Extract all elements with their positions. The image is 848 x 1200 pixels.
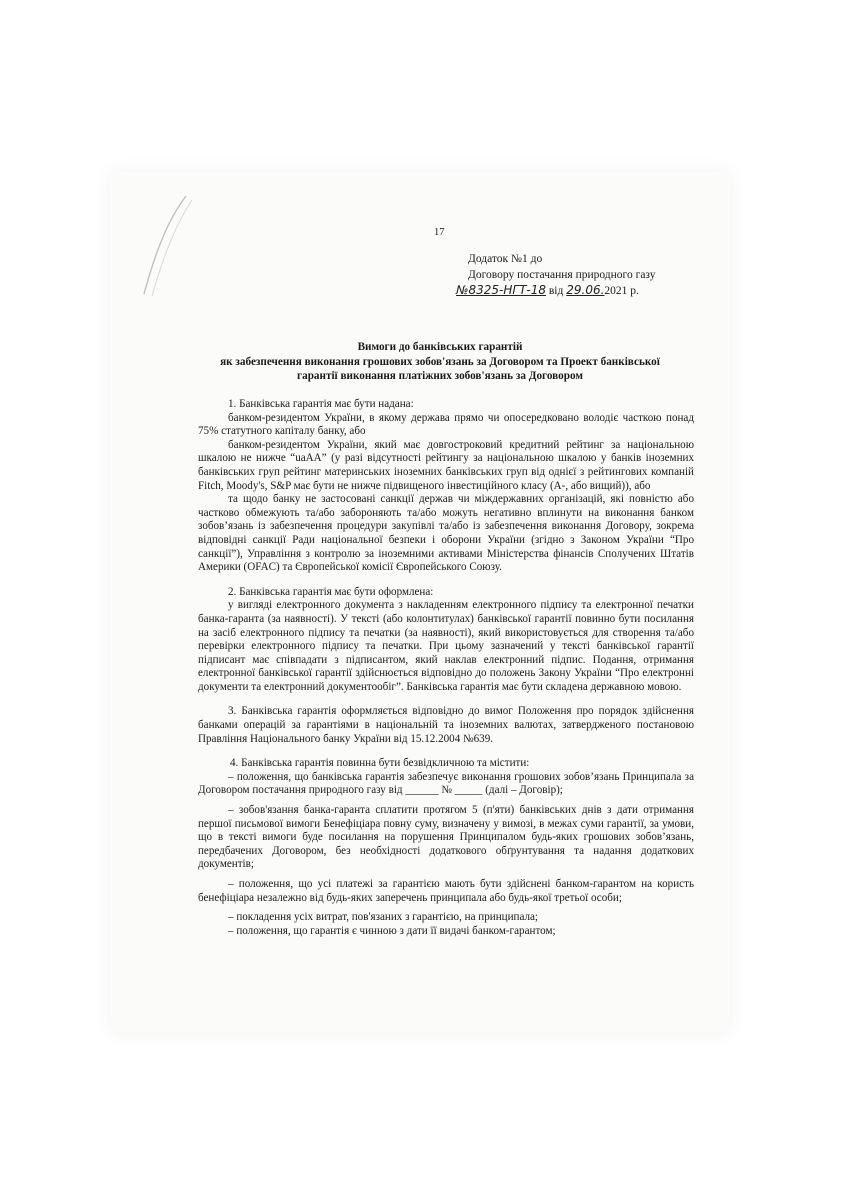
section-2-heading: 2. Банківська гарантія має бути оформлена: bbox=[228, 585, 434, 598]
page-number: 17 bbox=[434, 227, 445, 238]
section-1-paragraph-3: та щодо банку не застосовані санкції держав чи міждержавних організацій, які повністю або частково обмежують та/або забороняють та/або можуть негативно вплинути на виконання банком зобов’язань із забезпечення процедури закупівлі та/або із забезпечення виконання Договору, зокрема відповідні санкції Ради національної безпеки і оборони України (згідно з Законом України “Про санкції”), Управління з контролю за іноземними активами Міністерства фінансів Сполучених Штатів Америки (OFAC) та Європейської комісії Європейського Союзу. bbox=[198, 493, 694, 574]
section-4-item-4: – покладення усіх витрат, пов'язаних з гарантією, на принципала; bbox=[228, 911, 539, 924]
title-line-1: Вимоги до банківських гарантій bbox=[357, 341, 523, 353]
title-line-2: як забезпечення виконання грошових зобов'язань за Договором та Проект банківської bbox=[220, 355, 660, 368]
section-1-paragraph-2: банком-резидентом України, який має довгостроковий кредитний рейтинг за національною шкалою не нижче “uaAA” (у разі відсутності рейтингу за національною шкалою у банків іноземних банківських груп рейтинг материнських іноземних банківських груп від однієї з рейтингових компаній Fitch, Moody's, S&P має бути не нижче підвищеного інвестиційного класу (А-, або вищий)), або bbox=[198, 438, 694, 492]
contract-date: 29.06. bbox=[566, 283, 605, 297]
contract-reference bbox=[456, 283, 655, 300]
section-4-item-1: – положення, що банківська гарантія забезпечує виконання грошових зобов’язань Принципала за Договором постачання природного газу від ______ № _____ (далі – Договір); bbox=[198, 770, 694, 797]
section-4-item-2: – зобов'язання банка-гаранта сплатити протягом 5 (п'яти) банківських днів з дати отримання першої письмової вимоги Бенефіціара повну суму, визначену у вимозі, в межах суми гарантії, за умови, що в тексті вимоги буде посилання на порушення Принципалом будь-яких грошових зобов’язань, передбачених Договором, без необхідності додаткового обґрунтування та надання додаткових документів; bbox=[198, 804, 694, 871]
contract-number-prefix: № bbox=[456, 283, 469, 297]
contract-year: 2021 р. bbox=[604, 285, 639, 297]
date-prefix: від bbox=[548, 285, 564, 297]
section-4-item-3: – положення, що усі платежі за гарантією мають бути здійснені банком-гарантом на користь бенефіціара незалежно від будь-яких заперечень принципала або будь-якої третьої особи; bbox=[198, 878, 694, 904]
document-title bbox=[190, 340, 690, 384]
document-body bbox=[198, 398, 694, 938]
title-line-3: гарантії виконання платіжних зобов'язань за Договором bbox=[297, 370, 583, 383]
addendum-header bbox=[456, 252, 656, 300]
section-1-heading: 1. Банківська гарантія має бути надана: bbox=[228, 398, 414, 410]
section-2-paragraph-1: у вигляді електронного документа з накладенням електронного підпису та електронної печатки банка-гаранта (за наявності). У тексті (або колонтитулах) банківської гарантії повинно бути посилання на засіб електронного підпису та печатки (за наявності), який використовується для створення та/або перевірки електронного підпису та печатки. При цьому зазначений у тексті банківської гарантії підписант має співпадати з підписантом, який наклав електронний підпис. Подання, отримання електронної банківської гарантії здійснюється відповідно до положень Закону України “Про електронні документи та електронний документообіг”. Банківська гарантія має бути складена державною мовою. bbox=[198, 599, 694, 693]
addendum-line-2: Договору постачання природного газу bbox=[468, 268, 656, 281]
contract-number: 8325-НГТ-18 bbox=[468, 283, 546, 297]
section-3-paragraph-1: 3. Банківська гарантія оформляється відповідно до вимог Положення про порядок здійснення банками операцій за гарантіями в національній та іноземних валютах, затвердженого постановою Правління Національного банку України від 15.12.2004 №639. bbox=[198, 705, 694, 745]
section-1-paragraph-1: банком-резидентом України, в якому держава прямо чи опосередковано володіє часткою понад 75% статутного капіталу банку, або bbox=[198, 411, 694, 438]
section-4-heading: 4. Банківська гарантія повинна бути безвідкличною та містити: bbox=[230, 757, 530, 770]
section-4-item-5: – положення, що гарантія є чинною з дати її видачі банком-гарантом; bbox=[228, 924, 556, 937]
addendum-line-1: Додаток №1 до bbox=[468, 253, 543, 265]
